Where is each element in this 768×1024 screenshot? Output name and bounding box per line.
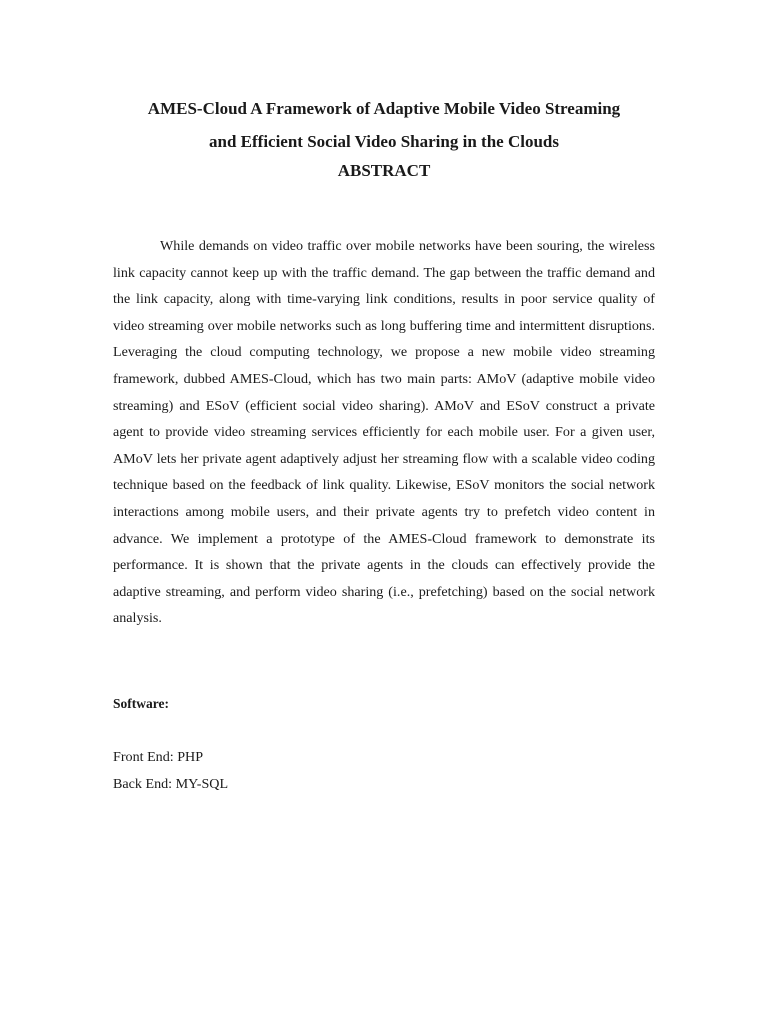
title-line-2: and Efficient Social Video Sharing in the Clouds	[209, 132, 559, 151]
title-line-1: AMES-Cloud A Framework of Adaptive Mobile Video Streaming	[147, 99, 621, 118]
abstract-heading: ABSTRACT	[337, 161, 431, 180]
document-title	[60, 92, 708, 158]
back-end-line: Back End: MY-SQL	[113, 776, 229, 792]
abstract-paragraph: While demands on video traffic over mobile networks have been souring, the wireless link capacity cannot keep up with the traffic demand. The gap between the traffic demand and the link capacity, along with time-varying link conditions, results in poor service quality of video streaming over mobile networks such as long buffering time and intermittent disruptions. Leveraging the cloud computing technology, we propose a new mobile video streaming framework, dubbed AMES-Cloud, which has two main parts: AMoV (adaptive mobile video streaming) and ESoV (efficient social video sharing). AMoV and ESoV construct a private agent to provide video streaming services efficiently for each mobile user. For a given user, AMoV lets her private agent adaptively adjust her streaming flow with a scalable video coding technique based on the feedback of link quality. Likewise, ESoV monitors the social network interactions among mobile users, and their private agents try to prefetch video content in advance. We implement a prototype of the AMES-Cloud framework to demonstrate its performance. It is shown that the private agents in the clouds can effectively provide the adaptive streaming, and perform video sharing (i.e., prefetching) based on the social network analysis.	[113, 238, 655, 627]
front-end-line: Front End: PHP	[113, 749, 204, 765]
software-heading: Software:	[113, 696, 169, 711]
